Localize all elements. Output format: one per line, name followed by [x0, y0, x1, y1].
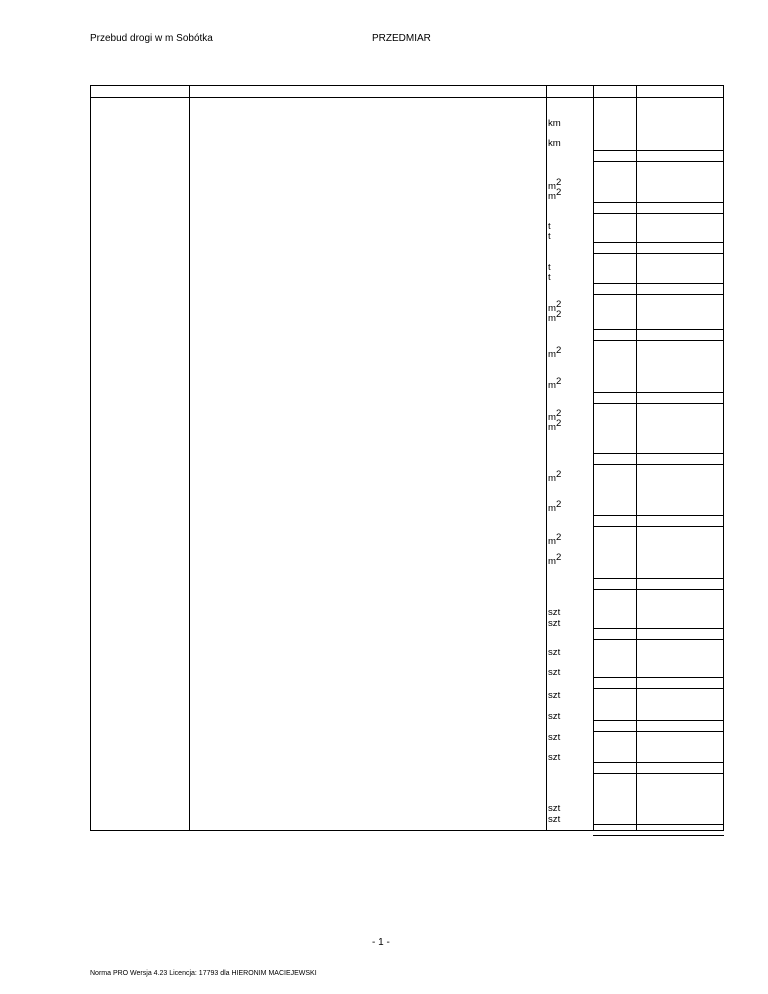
row-rule [593, 824, 724, 825]
item-unit: szt [548, 752, 561, 763]
unit-exponent: 2 [556, 499, 562, 510]
unit-exponent: 2 [556, 376, 562, 387]
row-rule [593, 213, 724, 214]
row-rule [593, 835, 724, 836]
document-type: PRZEDMIAR [372, 33, 431, 44]
unit-exponent: 2 [556, 177, 562, 188]
unit-exponent: 2 [556, 408, 562, 419]
item-unit: t [548, 272, 551, 283]
footer-license: Norma PRO Wersja 4.23 Licencja: 17793 dla HIERONIM MACIEJEWSKI [90, 970, 317, 977]
item-unit-header: m2 [548, 469, 562, 484]
row-rule [593, 392, 724, 393]
item-unit: t [548, 231, 551, 242]
item-unit: szt [548, 618, 561, 629]
column-rule [90, 85, 91, 831]
row-rule [593, 453, 724, 454]
row-rule [593, 688, 724, 689]
row-rule [593, 329, 724, 330]
row-rule [593, 242, 724, 243]
item-unit-header: m2 [548, 345, 562, 360]
item-unit: m2 [548, 552, 562, 567]
row-rule [593, 283, 724, 284]
row-rule [593, 464, 724, 465]
unit-exponent: 2 [556, 309, 562, 320]
item-unit: m2 [548, 376, 562, 391]
item-unit-header: km [548, 118, 561, 129]
item-unit: m2 [548, 418, 562, 433]
row-rule [593, 731, 724, 732]
unit-exponent: 2 [556, 532, 562, 543]
unit-exponent: 2 [556, 187, 562, 198]
item-unit: szt [548, 667, 561, 678]
row-rule [90, 85, 724, 86]
item-unit: m2 [548, 187, 562, 202]
page-number: - 1 - [372, 937, 390, 948]
row-rule [90, 97, 724, 98]
unit-exponent: 2 [556, 418, 562, 429]
row-rule [593, 677, 724, 678]
row-rule [593, 403, 724, 404]
row-rule [593, 150, 724, 151]
item-unit: km [548, 138, 561, 149]
row-rule [593, 526, 724, 527]
przedmiar-table [90, 85, 724, 831]
unit-exponent: 2 [556, 299, 562, 310]
item-unit-header: m2 [548, 408, 562, 423]
item-unit: m2 [548, 309, 562, 324]
item-unit-header: szt [548, 732, 561, 743]
item-unit-header: szt [548, 647, 561, 658]
item-unit-header: m2 [548, 532, 562, 547]
row-rule [593, 720, 724, 721]
row-rule [593, 762, 724, 763]
column-rule [546, 85, 547, 831]
row-rule [90, 830, 724, 831]
row-rule [593, 202, 724, 203]
row-rule [593, 294, 724, 295]
row-rule [593, 639, 724, 640]
document-title: Przebud drogi w m Sobótka [90, 33, 213, 44]
row-rule [593, 773, 724, 774]
row-rule [593, 628, 724, 629]
row-rule [593, 161, 724, 162]
row-rule [593, 589, 724, 590]
column-rule [189, 85, 190, 831]
item-unit-header: szt [548, 690, 561, 701]
item-unit-header: m2 [548, 299, 562, 314]
item-unit-header: szt [548, 607, 561, 618]
item-unit-header: szt [548, 803, 561, 814]
item-unit-header: t [548, 262, 551, 273]
item-unit: szt [548, 711, 561, 722]
item-unit: szt [548, 814, 561, 825]
item-unit-header: m2 [548, 177, 562, 192]
row-rule [593, 340, 724, 341]
unit-exponent: 2 [556, 345, 562, 356]
unit-exponent: 2 [556, 469, 562, 480]
item-unit-header: t [548, 221, 551, 232]
row-rule [593, 578, 724, 579]
row-rule [593, 515, 724, 516]
item-unit: m2 [548, 499, 562, 514]
row-rule [593, 253, 724, 254]
unit-exponent: 2 [556, 552, 562, 563]
